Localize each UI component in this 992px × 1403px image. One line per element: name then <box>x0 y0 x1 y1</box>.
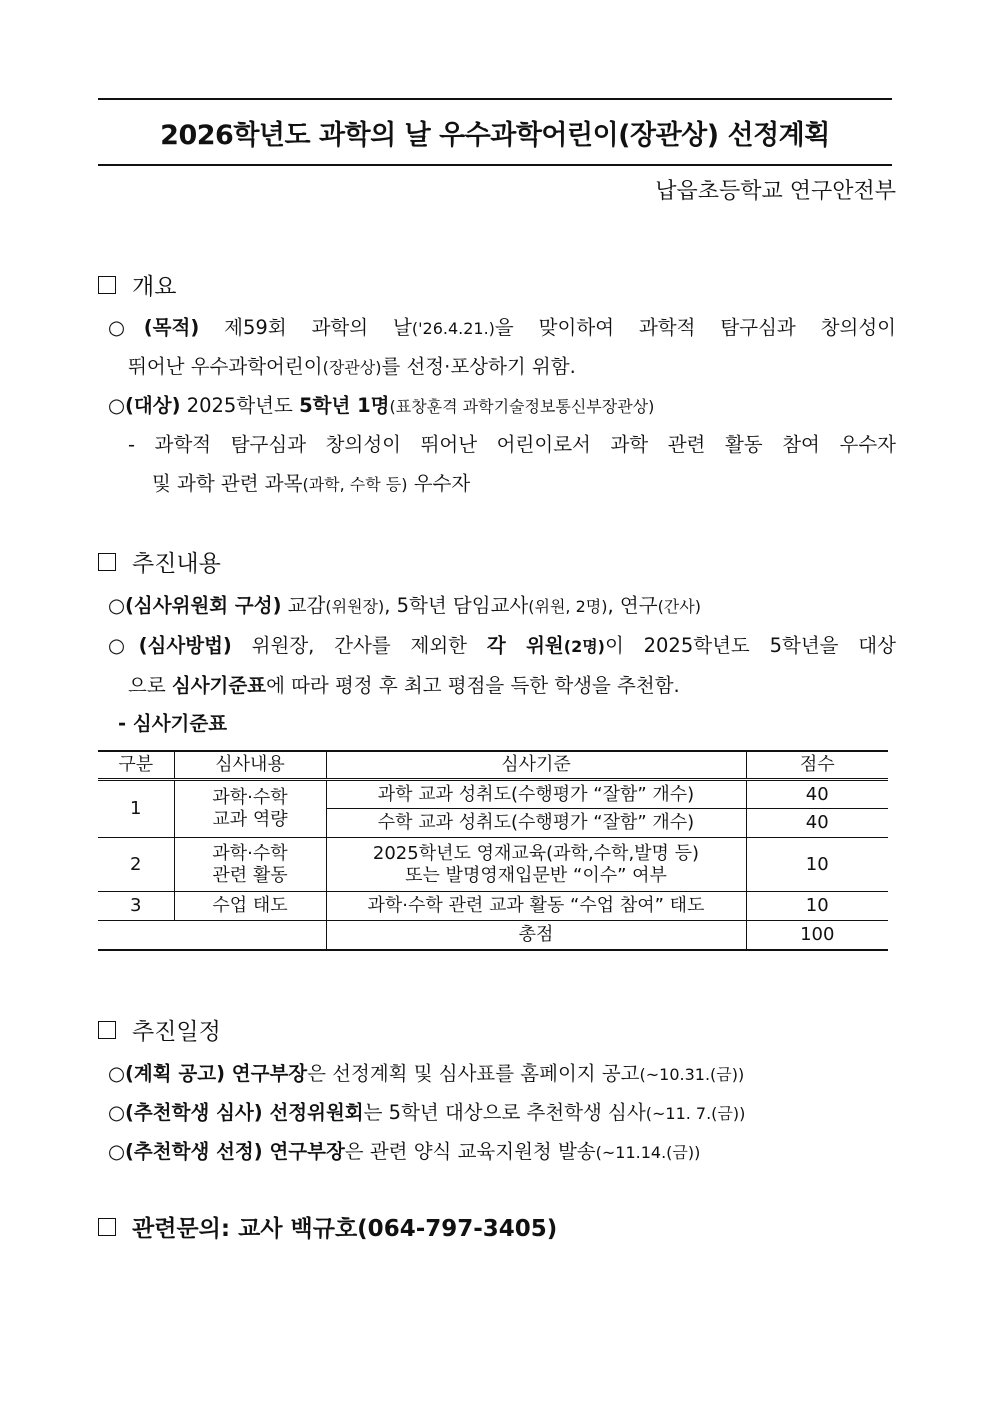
method-label: (심사방법) <box>138 634 232 657</box>
cell-score: 40 <box>746 780 888 809</box>
criteria-heading <box>118 708 227 736</box>
text-bold: - 심사기준표 <box>118 712 228 735</box>
section-schedule <box>98 1013 221 1046</box>
bullet: ○ <box>108 634 139 657</box>
cell-no: 1 <box>98 780 174 838</box>
text-bold: 심사기준표 <box>171 674 267 697</box>
target-line <box>108 390 654 418</box>
text-bold: 선정위원회 <box>262 1101 364 1124</box>
cell-empty <box>98 921 326 950</box>
committee-line <box>108 590 701 618</box>
cell-content: 수업 태도 <box>174 892 326 921</box>
bullet: ○ <box>108 1062 126 1085</box>
text: 뛰어난 우수과학어린이 <box>128 355 323 378</box>
header-cell: 구분 <box>98 751 174 780</box>
cell-no: 3 <box>98 892 174 921</box>
header-cell: 점수 <box>746 751 888 780</box>
text-bold: 각 위원 <box>486 634 564 657</box>
text: 교과 역량 <box>212 809 288 830</box>
target-label: (대상) <box>125 394 181 417</box>
header-cell: 심사기준 <box>326 751 746 780</box>
cell-criteria: 과학·수학 관련 교과 활동 “수업 참여” 태도 <box>326 892 746 921</box>
text: 2025학년도 <box>180 394 300 417</box>
text-small: ('26.4.21.) <box>411 319 495 338</box>
checkbox-square-icon <box>98 276 116 294</box>
target-sub-1: - 과학적 탐구심과 창의성이 뛰어난 어린이로서 과학 관련 활동 참여 우수자 <box>128 433 896 456</box>
text: 2025학년도 영재교육(과학,수학,발명 등) <box>372 842 700 864</box>
schedule-item-2 <box>108 1097 745 1125</box>
text-small: (장관상) <box>322 358 382 377</box>
text: 우수자 <box>407 472 471 495</box>
cell-criteria <box>326 838 746 892</box>
text: 관련 활동 <box>212 864 288 886</box>
target-sub-2 <box>152 468 470 496</box>
schedule-item-1 <box>108 1058 744 1086</box>
text-small: (표창훈격 과학기술정보통신부장관상) <box>389 397 655 416</box>
text: 에 따라 평정 후 최고 평점을 득한 학생을 추천함. <box>266 674 680 697</box>
cell-no: 2 <box>98 838 174 892</box>
text-small: (간사) <box>657 597 701 616</box>
criteria-table <box>98 750 888 951</box>
text: 은 선정계획 및 심사표를 홈페이지 공고 <box>307 1062 640 1085</box>
schedule-label: (계획 공고) <box>125 1062 225 1085</box>
cell-content <box>174 780 326 838</box>
text: 으로 <box>128 674 172 697</box>
purpose-line-1 <box>108 312 896 340</box>
contact-text: 관련문의: 교사 백규호(064-797-3405) <box>132 1216 558 1242</box>
bullet: ○ <box>108 594 126 617</box>
committee-label: (심사위원회 구성) <box>125 594 282 617</box>
section-title: 추진내용 <box>132 551 221 577</box>
text: , 5학년 담임교사 <box>384 594 529 617</box>
bullet: ○ <box>108 394 126 417</box>
method-line-2 <box>128 670 680 698</box>
text-small: (과학, 수학 등) <box>302 475 408 494</box>
text: 이 2025학년도 5학년을 대상 <box>604 634 896 657</box>
checkbox-square-icon <box>98 1021 116 1039</box>
section-content <box>98 545 221 578</box>
section-title: 개요 <box>132 274 177 300</box>
cell-content <box>174 838 326 892</box>
schedule-label: (추천학생 심사) <box>125 1101 263 1124</box>
checkbox-square-icon <box>98 553 116 571</box>
table-header-row <box>98 751 888 780</box>
bullet: ○ <box>108 316 144 339</box>
text: 과학·수학 <box>212 787 288 808</box>
method-line-1 <box>108 630 896 658</box>
text-small: (위원장) <box>325 597 385 616</box>
section-title: 추진일정 <box>132 1019 221 1045</box>
schedule-label: (추천학생 선정) <box>125 1140 263 1163</box>
checkbox-square-icon <box>98 1218 116 1236</box>
text: 를 선정·포상하기 위함. <box>381 355 576 378</box>
section-overview <box>98 268 176 301</box>
cell-score: 40 <box>746 809 888 838</box>
text-small: (~10.31.(금)) <box>639 1065 745 1084</box>
table-row <box>98 838 888 892</box>
cell-score: 10 <box>746 838 888 892</box>
text-small: (2명) <box>563 637 605 656</box>
text: 은 관련 양식 교육지원청 발송 <box>344 1140 596 1163</box>
cell-criteria: 수학 교과 성취도(수행평가 “잘함” 개수) <box>326 809 746 838</box>
purpose-label: (목적) <box>143 316 200 339</box>
table-row <box>98 780 888 809</box>
bullet: ○ <box>108 1101 126 1124</box>
schedule-item-3 <box>108 1136 700 1164</box>
text: 을 맞이하여 과학적 탐구심과 창의성이 <box>494 316 897 339</box>
text: 는 5학년 대상으로 추천학생 심사 <box>363 1101 646 1124</box>
text-bold: 연구부장 <box>262 1140 345 1163</box>
text: 및 과학 관련 과목 <box>152 472 303 495</box>
total-label: 총점 <box>326 921 746 950</box>
organization: 납읍초등학교 연구안전부 <box>655 179 896 204</box>
purpose-line-2 <box>128 351 576 379</box>
page-title: 2026학년도 과학의 날 우수과학어린이(장관상) 선정계획 <box>160 119 830 151</box>
text: 위원장, 간사를 제외한 <box>231 634 487 657</box>
header-cell: 심사내용 <box>174 751 326 780</box>
text-bold: 5학년 1명 <box>299 394 390 417</box>
text: 또는 발명영재입문반 “이수” 여부 <box>405 864 667 886</box>
cell-score: 10 <box>746 892 888 921</box>
text-bold: 연구부장 <box>224 1062 308 1085</box>
title-box <box>98 98 892 166</box>
text-small: (~11.14.(금)) <box>595 1143 701 1162</box>
bullet: ○ <box>108 1140 126 1163</box>
text-small: (위원, 2명) <box>528 597 608 616</box>
text: , 연구 <box>607 594 658 617</box>
section-contact <box>98 1210 557 1243</box>
table-total-row <box>98 921 888 950</box>
text-small: (~11. 7.(금)) <box>645 1104 746 1123</box>
text: 교감 <box>281 594 326 617</box>
table-row <box>98 892 888 921</box>
cell-criteria: 과학 교과 성취도(수행평가 “잘함” 개수) <box>326 780 746 809</box>
text: 제59회 과학의 날 <box>199 316 412 339</box>
total-score: 100 <box>746 921 888 950</box>
text: 과학·수학 <box>212 842 288 864</box>
